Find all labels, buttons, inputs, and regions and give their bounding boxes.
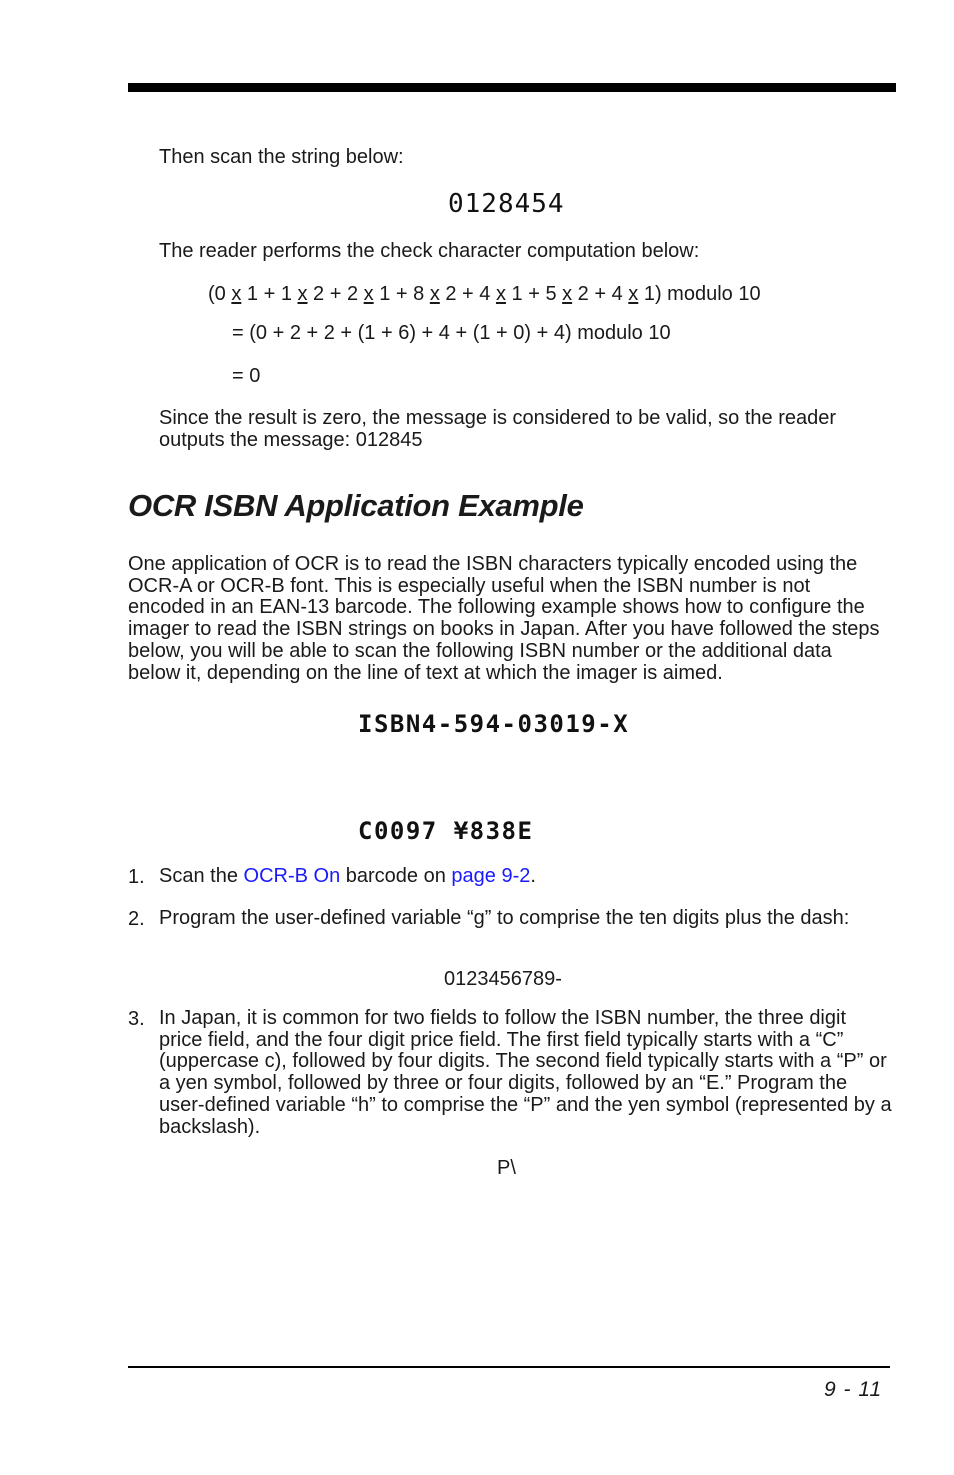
step-1-number: 1.	[128, 866, 145, 888]
step-3-text: In Japan, it is common for two fields to follow the ISBN number, the three digit price field, and the four digit price field. The first field typically starts with a “C” (uppercase c), followed by four digits. The second field typically starts with a “P” or a yen symbol, followed by three or four digits, followed by an “E.” Program the user-defined variable “h” to comprise the “P” and the yen symbol (represented by a backslash).	[159, 1007, 892, 1138]
section-heading: OCR ISBN Application Example	[128, 488, 584, 523]
step-3-number: 3.	[128, 1008, 145, 1030]
isbn-sample-text: ISBN4-594-03019-X	[358, 710, 630, 738]
variable-g-value: 0123456789-	[444, 968, 562, 990]
ocr-check-string: 0128454	[448, 189, 565, 219]
footer-rule	[128, 1366, 890, 1368]
performs-text: The reader performs the check character computation below:	[159, 240, 700, 262]
section-paragraph: One application of OCR is to read the ISBN characters typically encoded using the OCR-A or OCR-B font. This is especially useful when the ISBN number is not encoded in an EAN-13 barcode. The following example shows how to configure the imager to read the ISBN strings on books in Japan. After you have followed the steps below, you will be able to scan the following ISBN number or the additional data below it, depending on the line of text at which the imager is aimed.	[128, 553, 880, 684]
computation-line-2: = (0 + 2 + 2 + (1 + 6) + 4 + (1 + 0) + 4) modulo 10	[232, 322, 671, 344]
header-rule	[128, 83, 896, 92]
step-1-text: Scan the OCR-B On barcode on page 9-2.	[159, 865, 536, 887]
result-paragraph: Since the result is zero, the message is considered to be valid, so the reader outputs the message: 012845	[159, 407, 837, 451]
computation-line-3: = 0	[232, 365, 261, 387]
ocr-b-on-link[interactable]: OCR-B On	[243, 865, 341, 887]
page-number: 9 - 11	[824, 1378, 883, 1401]
page-9-2-link[interactable]: page 9-2	[451, 865, 531, 887]
step-2-text: Program the user-defined variable “g” to comprise the ten digits plus the dash:	[159, 907, 850, 929]
computation-line-1: (0 x 1 + 1 x 2 + 2 x 1 + 8 x 2 + 4 x 1 + 5 x 2 + 4 x 1) modulo 10	[208, 283, 761, 305]
price-sample-text: C0097 ¥838E	[358, 817, 534, 845]
step-2-number: 2.	[128, 908, 145, 930]
then-scan-text: Then scan the string below:	[159, 146, 404, 168]
variable-h-value: P\	[497, 1157, 516, 1179]
